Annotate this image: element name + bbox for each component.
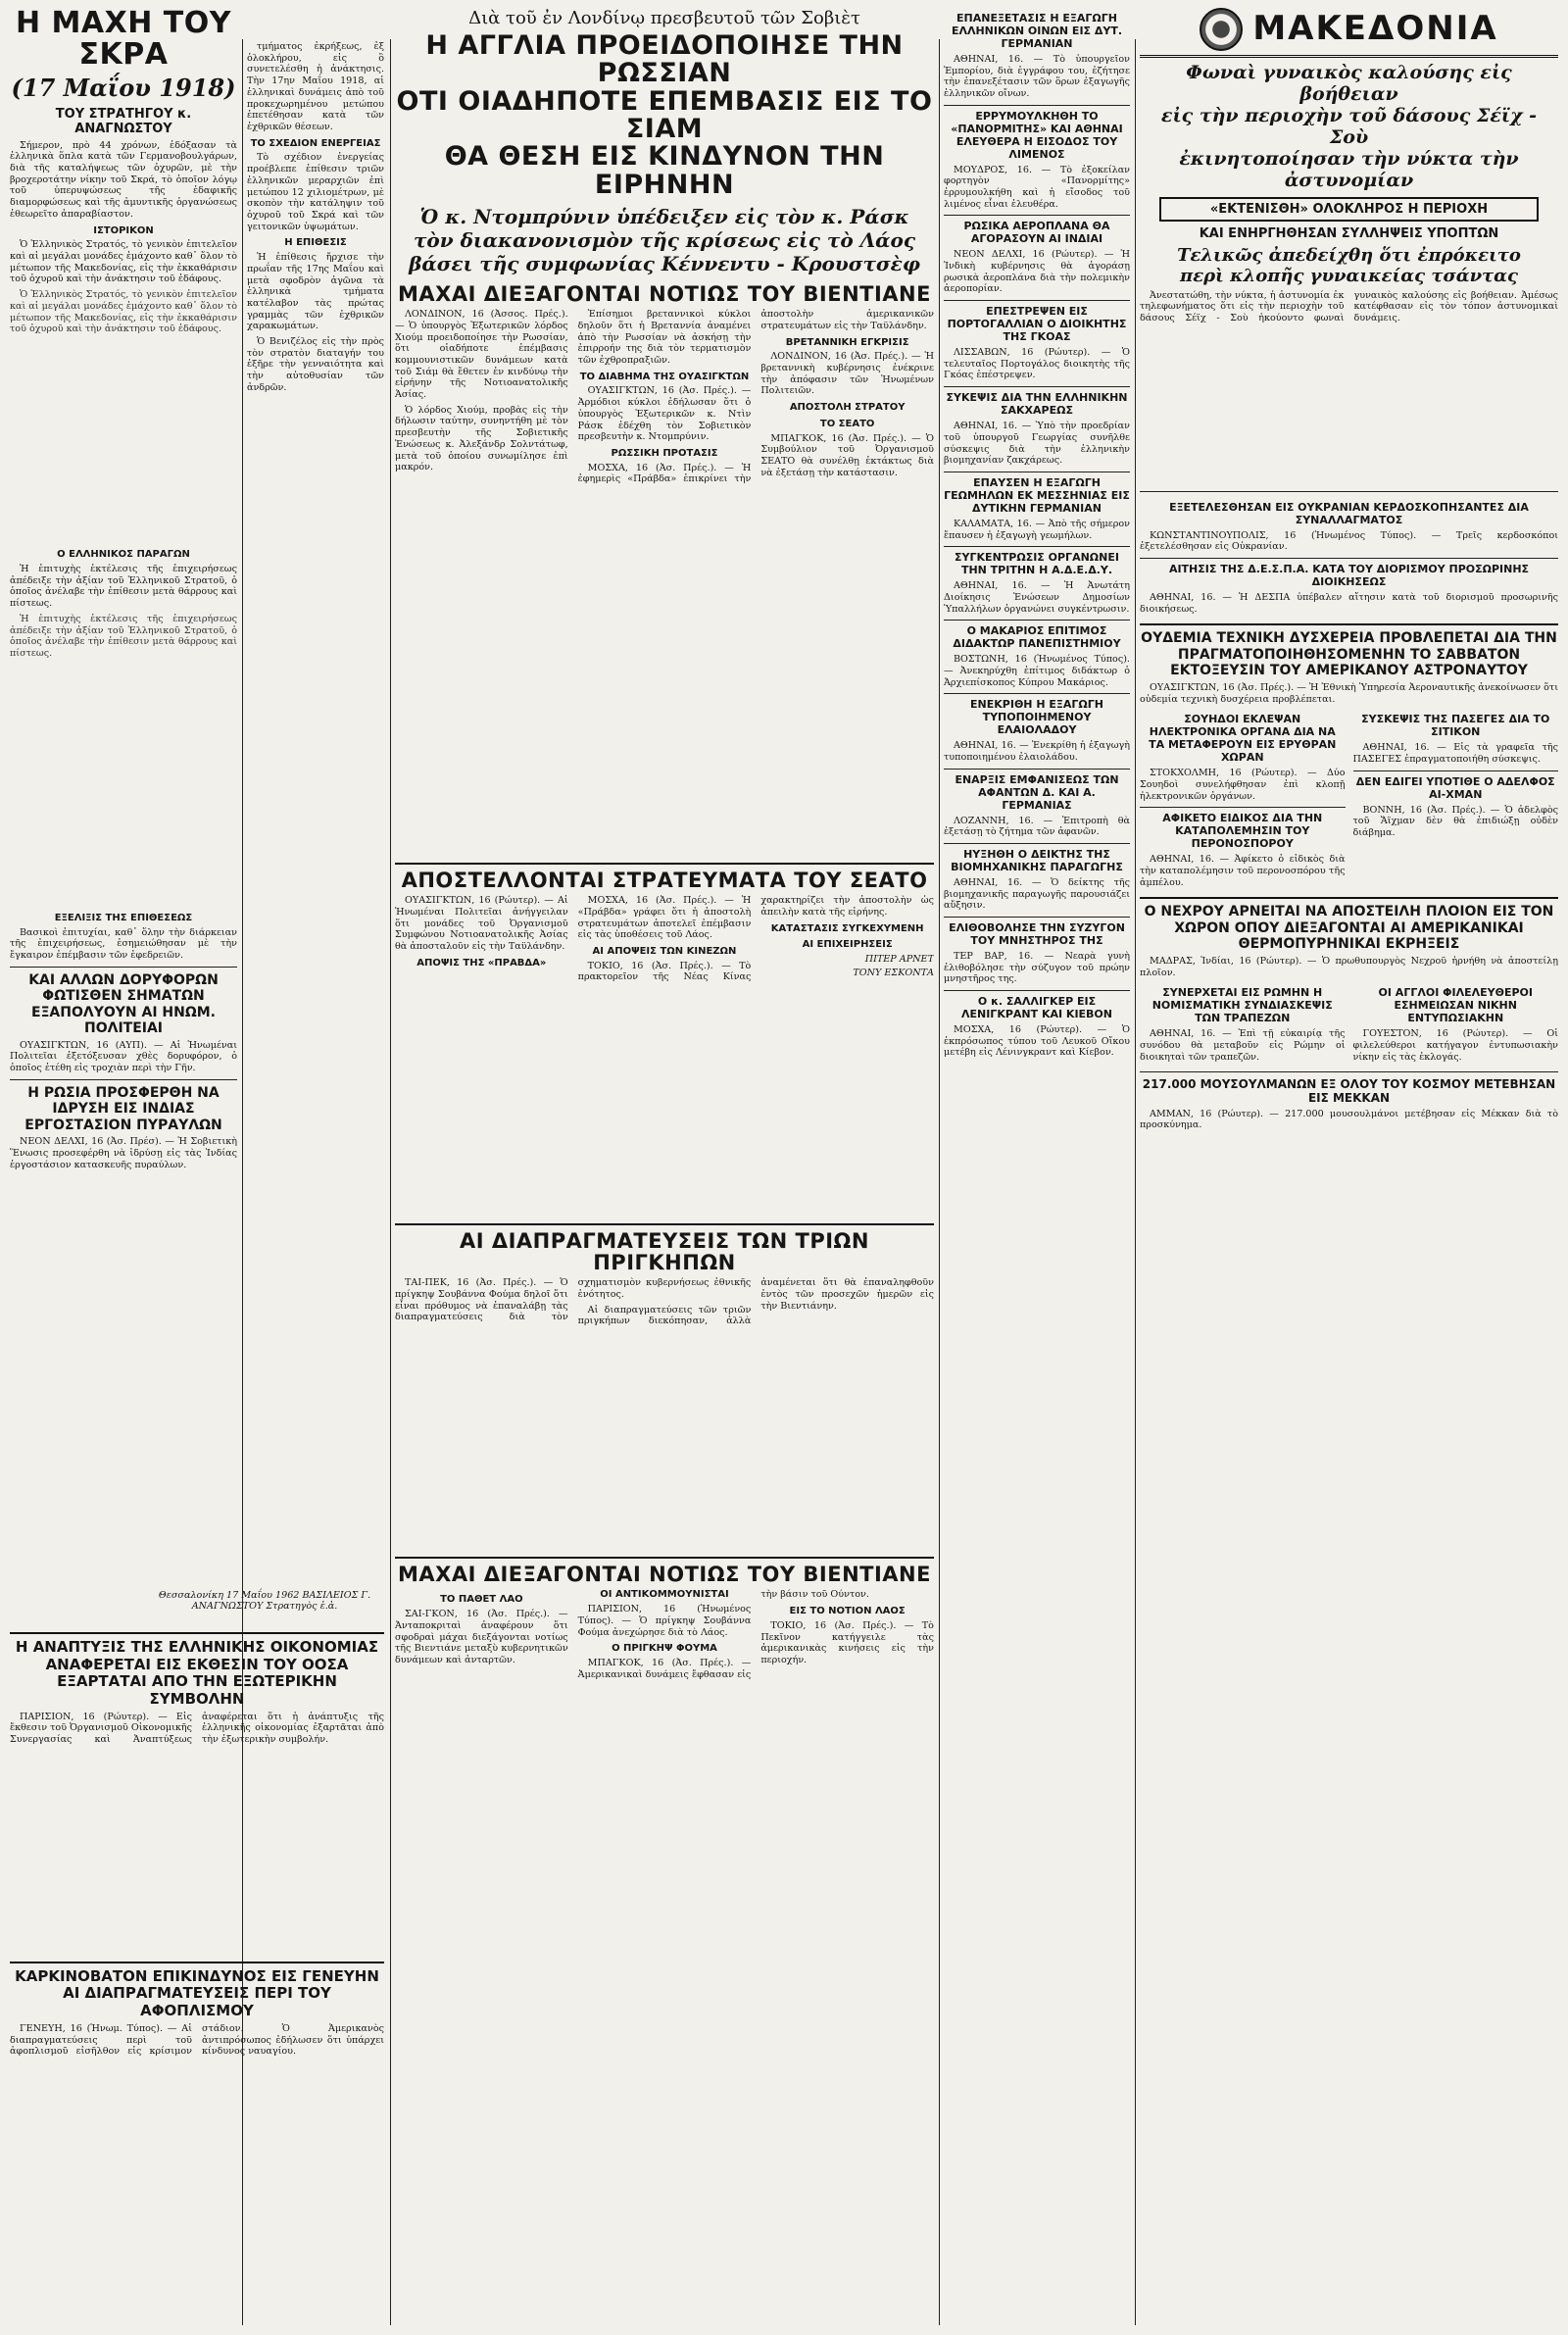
article-date: (17 Μαΐου 1918) <box>11 74 236 102</box>
headline: Η ΡΩΣΙΑ ΠΡΟΣΦΕΡΘΗ ΝΑ ΙΔΡΥΣΗ ΕΙΣ ΙΝΔΙΑΣ ΕΡΓΟΣΤΑΣΙΟΝ ΠΥΡΑΥΛΩΝ <box>24 1084 222 1133</box>
column-briefs <box>944 8 1130 2327</box>
main-headline-line: ΟΤΙ ΟΙΑΔΗΠΟΤΕ ΕΠΕΜΒΑΣΙΣ ΕΙΣ ΤΟ ΣΙΑΜ <box>396 85 933 145</box>
bottom-left-articles <box>10 1627 384 2060</box>
main-headline-line: ΘΑ ΘΕΣΗ ΕΙΣ ΚΙΝΔΥΝΟΝ ΤΗΝ ΕΙΡΗΝΗΝ <box>444 141 885 200</box>
headline: ΕΠΑΝΕΞΕΤΑΣΙΣ Η ΕΞΑΓΩΓΗ ΕΛΛΗΝΙΚΩΝ ΟΙΝΩΝ ΕΙΣ ΔΥΤ. ΓΕΡΜΑΝΙΑΝ <box>951 12 1123 50</box>
deck: Τελικῶς ἀπεδείχθη ὅτι ἐπρόκειτο <box>1177 244 1521 266</box>
divider <box>1140 623 1558 625</box>
section-subhead: ΑΠΟΣΤΟΛΗ ΣΤΡΑΤΟΥ <box>789 402 906 414</box>
paragraph: Αἱ διαπραγματεύσεις τῶν τριῶν πριγκήπων διεκόπησαν, ἀλλὰ ἀναμένεται ὅτι θὰ ἐπαναληφθοῦν ἐντὸς τῶν προσεχῶν ἡμερῶν εἰς τὴν Βιεντιάνην. <box>577 1277 934 1327</box>
section-subhead: ΚΑΤΑΣΤΑΣΙΣ ΣΥΓΚΕΧΥΜΕΝΗ <box>770 922 924 934</box>
headline: ΚΑΙ ΑΛΛΩΝ ΔΟΡΥΦΟΡΩΝ ΦΩΤΙΣΘΕΝ ΣΗΜΑΤΩΝ ΕΞΑΠΟΛΥΟΥΝ ΑΙ ΗΝΩΜ. ΠΟΛΙΤΕΙΑΙ <box>28 971 219 1037</box>
paragraph: ΑΜΜΑΝ, 16 (Ρώυτερ). — 217.000 μουσουλμάνοι μετέβησαν εἰς Μέκκαν διὰ τὸ προσκύνημα. <box>1140 1108 1558 1131</box>
brief-column <box>1353 709 1559 892</box>
divider <box>1140 558 1558 559</box>
section-subhead: ΕΙΣ ΤΟ ΝΟΤΙΟΝ ΛΑΟΣ <box>789 1606 906 1616</box>
paragraph: ΜΟΣΧΑ, 16 (Ρώυτερ). — Ὁ ἐκπρόσωπος τύπου τοῦ Λευκοῦ Οἴκου μετέβη εἰς Λένινγκραντ καὶ Κίεβον. <box>944 1023 1130 1059</box>
brief-column <box>1140 982 1346 1067</box>
paragraph: ΜΟΣΧΑ, 16 (Ἀσ. Πρές.). — Ἡ «Πράβδα» γράφει ὅτι ἡ ἀποστολὴ στρατευμάτων ἀποτελεῖ ἐπέμβασιν εἰς τὰς ὑποθέσεις τοῦ Λάος. <box>577 895 752 941</box>
paragraph: ΜΠΑΓΚΟΚ, 16 (Ἀσ. Πρές.). — Ἀμερικανικαὶ δυνάμεις ἔφθασαν εἰς τὴν βάσιν τοῦ Ούντον. <box>577 1589 869 1680</box>
deck: ΚΑΙ ΕΝΗΡΓΗΘΗΣΑΝ ΣΥΛΛΗΨΕΙΣ ΥΠΟΠΤΩΝ <box>1199 226 1499 242</box>
paragraph: Ἡ ἐπιτυχὴς ἐκτέλεσις τῆς ἐπιχειρήσεως ἀπέδειξε τὴν ἀξίαν τοῦ Ἑλληνικοῦ Στρατοῦ, ὁ ὁποῖος ἀνέλαβε τὴν ἐπίθεσιν μετὰ θάρρους καὶ πίστεως. <box>10 613 237 659</box>
paragraph: Ἐπίσημοι βρεταννικοὶ κύκλοι δηλοῦν ὅτι ἡ Βρεταννία ἀναμένει ἀπὸ τὴν Ρωσσίαν νὰ ἀσκήσῃ τὴν ἐπιρροήν της διὰ τὸν τερματισμὸν τῶν ἐχθροπραξιῶν. <box>577 309 752 366</box>
column-rule <box>1135 39 1136 2325</box>
divider <box>10 967 237 968</box>
two-column-briefs <box>1140 497 1558 620</box>
brief-column <box>1353 982 1559 1067</box>
lead-headline-line: εἰς τὴν περιοχὴν τοῦ δάσους Σέϊχ - Σοὺ <box>1160 105 1538 148</box>
headline: ΑΙΤΗΣΙΣ ΤΗΣ Δ.Ε.Σ.Π.Α. ΚΑΤΑ ΤΟΥ ΔΙΟΡΙΣΜΟΥ ΠΡΟΣΩΡΙΝΗΣ ΔΙΟΙΚΗΣΕΩΣ <box>1168 563 1530 588</box>
section-subhead: ΕΞΕΛΙΞΙΣ ΤΗΣ ΕΠΙΘΕΣΕΩΣ <box>54 912 193 923</box>
divider <box>10 1079 237 1080</box>
headline: ΕΞΕΤΕΛΕΣΘΗΣΑΝ ΕΙΣ ΟΥΚΡΑΝΙΑΝ ΚΕΡΔΟΣΚΟΠΗΣΑΝΤΕΣ ΔΙΑ ΣΥΝΑΛΛΑΓΜΑΤΟΣ <box>1169 500 1529 526</box>
section-subhead: ΤΟ ΔΙΑΒΗΜΑ ΤΗΣ ΟΥΑΣΙΓΚΤΩΝ <box>579 371 750 382</box>
divider <box>944 546 1130 547</box>
headline: ΡΩΣΙΚΑ ΑΕΡΟΠΛΑΝΑ ΘΑ ΑΓΟΡΑΣΟΥΝ ΑΙ ΙΝΔΙΑΙ <box>963 220 1110 246</box>
headline: 217.000 ΜΟΥΣΟΥΛΜΑΝΩΝ ΕΞ ΟΛΟΥ ΤΟΥ ΚΟΣΜΟΥ ΜΕΤΕΒΗΣΑΝ ΕΙΣ ΜΕΚΚΑΝ <box>1142 1077 1556 1106</box>
paragraph: ΟΥΑΣΙΓΚΤΩΝ, 16 (Ἀσ. Πρές.). — Ἀρμόδιοι κύκλοι ἐδήλωσαν ὅτι ὁ ὑπουργὸς Ἐξωτερικῶν κ. Ντὶν Ράσκ ἐδέχθη τὸν Σοβιετικὸν πρεσβευτὴν κ. Ντομπρύνιν. <box>577 385 752 443</box>
section-headline: ΑΠΟΣΤΕΛΛΟΝΤΑΙ ΣΤΡΑΤΕΥΜΑΤΑ ΤΟΥ ΣΕΑΤΟ <box>401 869 928 893</box>
section-subhead: Η ΕΠΙΘΕΣΙΣ <box>284 237 347 249</box>
divider <box>944 105 1130 106</box>
section-headline: ΑΙ ΔΙΑΠΡΑΓΜΑΤΕΥΣΕΙΣ ΤΩΝ ΤΡΙΩΝ ΠΡΙΓΚΗΠΩΝ <box>459 1229 869 1275</box>
headline: ΕΝΕΚΡΙΘΗ Η ΕΞΑΓΩΓΗ ΤΥΠΟΠΟΙΗΜΕΝΟΥ ΕΛΑΙΟΛΑΔΟΥ <box>970 698 1103 737</box>
masthead-title: ΜΑΚΕΔΟΝΙΑ <box>1252 9 1498 49</box>
paragraph: ΓΕΝΕΥΗ, 16 (Ἡνωμ. Τύπος). — Αἱ διαπραγματεύσεις περὶ τοῦ ἀφοπλισμοῦ εἰσῆλθον εἰς κρίσιμον στάδιον. Ὁ Ἀμερικανὸς ἀντιπρόσωπος ἐδήλωσεν ὅτι ὑπάρχει κίνδυνος ναυαγίου. <box>10 2022 384 2058</box>
divider <box>1140 491 1558 492</box>
divider <box>10 1632 384 1634</box>
section-headline: ΜΑΧΑΙ ΔΙΕΞΑΓΟΝΤΑΙ ΝΟΤΙΩΣ ΤΟΥ ΒΙΕΝΤΙΑΝΕ <box>398 1563 931 1587</box>
section-subhead: ΙΣΤΟΡΙΚΟΝ <box>93 224 154 236</box>
section-subhead: Ο ΠΡΙΓΚΗΨ ΦΟΥΜΑ <box>612 1643 717 1655</box>
paragraph: ΛΟΖΑΝΝΗ, 16. — Ἐπιτροπὴ θὰ ἐξετάσῃ τὸ ζήτημα τῶν ἀφανῶν. <box>944 815 1130 838</box>
boxed-headline: «ΕΚΤΕΝΙΣΘΗ» ΟΛΟΚΛΗΡΟΣ Η ΠΕΡΙΟΧΗ <box>1159 197 1539 222</box>
divider <box>395 1557 934 1559</box>
section-subhead: ΤΟ ΣΧΕΔΙΟΝ ΕΝΕΡΓΕΙΑΣ <box>250 137 381 149</box>
section-subhead: ΒΡΕΤΑΝΝΙΚΗ ΕΓΚΡΙΣΙΣ <box>785 336 909 348</box>
paragraph: ΝΕΟΝ ΔΕΛΧΙ, 16 (Ἀσ. Πρέσ). — Ἡ Σοβιετικὴ Ἕνωσις προσεφέρθη νὰ ἱδρύσῃ εἰς τὰς Ἰνδίας ἐργοστάσιον κατασκευῆς πυραύλων. <box>10 1136 237 1170</box>
article-title: Η ΜΑΧΗ ΤΟΥ ΣΚΡΑ <box>16 6 231 72</box>
headline: ΣΟΥΗΔΟΙ ΕΚΛΕΨΑΝ ΗΛΕΚΤΡΟΝΙΚΑ ΟΡΓΑΝΑ ΔΙΑ ΝΑ ΤΑ ΜΕΤΑΦΕΡΟΥΝ ΕΙΣ ΕΡΥΘΡΑΝ ΧΩΡΑΝ <box>1149 713 1337 765</box>
deck: βάσει τῆς συμφωνίας Κέννεντυ - Κρουστσὲφ <box>409 252 920 276</box>
divider <box>1140 1071 1558 1072</box>
headline: ΕΡΡΥΜΟΥΛΚΗΘΗ ΤΟ «ΠΑΝΟΡΜΙΤΗΣ» ΚΑΙ ΑΘΗΝΑΙ ΕΛΕΥΘΕΡΑ Η ΕΙΣΟΔΟΣ ΤΟΥ ΛΙΜΕΝΟΣ <box>951 109 1123 161</box>
paragraph: ΑΘΗΝΑΙ, 16. — Ἡ Ἀνωτάτη Διοίκησις Ἑνώσεων Δημοσίων Ὑπαλλήλων ὀργανώνει συγκέντρωσιν. <box>944 580 1130 615</box>
paragraph: ΒΟΣΤΩΝΗ, 16 (Ἡνωμένος Τύπος). — Ἀνεκηρύχθη ἐπίτιμος διδάκτωρ ὁ Ἀρχιεπίσκοπος Κύπρου Μακάριος. <box>944 654 1130 688</box>
two-column-briefs <box>1140 982 1558 1067</box>
divider <box>944 300 1130 301</box>
paragraph: ΤΕΡ ΒΑΡ, 16. — Νεαρὰ γυνὴ ἐλιθοβόλησε τὴν σύζυγον τοῦ πρώην μνηστῆρος της. <box>944 950 1130 985</box>
paragraph: Ἀνεστατώθη, τὴν νύκτα, ἡ ἀστυνομία ἐκ τηλεφωνήματος ὅτι εἰς τὴν περιοχὴν τοῦ δάσους Σέϊχ - Σοὺ ἠκούοντο φωναὶ γυναικὸς καλούσης εἰς βοήθειαν. Ἀμέσως κατέφθασαν εἰς τὸν τόπον ἀστυνομικαὶ δυνάμεις. <box>1140 289 1558 324</box>
paragraph: ΛΟΝΔΙΝΟΝ, 16 (Ἀσ. Πρές.). — Ἡ βρεταννικὴ κυβέρνησις ἐνέκρινε τὴν ἀπόφασιν τῶν Ἡνωμένων Πολιτειῶν. <box>760 351 934 397</box>
article-body <box>10 1712 384 1957</box>
paragraph: ΚΑΛΑΜΑΤΑ, 16. — Ἀπὸ τῆς σήμερον ἔπαυσεν ἡ ἐξαγωγὴ γεωμήλων. <box>944 518 1130 541</box>
paragraph: ΟΥΑΣΙΓΚΤΩΝ, 16 (Ρώυτερ). — Αἱ Ἡνωμέναι Πολιτεῖαι ἀνήγγειλαν ὅτι μονάδες τοῦ Ὀργανισμοῦ Συμφώνου Νοτιοανατολικῆς Ἀσίας θὰ ἀποσταλοῦν εἰς τὴν Ταϋλάνδην. <box>395 895 568 952</box>
paragraph: ΜΟΥΔΡΟΣ, 16. — Τὸ ἐξοκείλαν φορτηγὸν «Πανορμίτης» ἐρρυμουλκήθη καὶ ἡ εἴσοδος τοῦ λιμένος εἶναι ἐλευθέρα. <box>944 164 1130 210</box>
paragraph: ΚΩΝΣΤΑΝΤΙΝΟΥΠΟΛΙΣ, 16 (Ἡνωμένος Τύπος). — Τρεῖς κερδοσκόποι ἐξετελέσθησαν εἰς Οὐκρανίαν. <box>1140 529 1558 553</box>
paragraph: ΜΠΑΓΚΟΚ, 16 (Ἀσ. Πρές.). — Ὁ Συμβούλιον τοῦ Ὀργανισμοῦ ΣΕΑΤΟ θὰ συνέλθῃ ἐκτάκτως διὰ νὰ ἐξετάσῃ τὴν κατάστασιν. <box>760 432 934 478</box>
paragraph: ΑΘΗΝΑΙ, 16. — Ἐνεκρίθη ἡ ἐξαγωγὴ τυποποιημένου ἐλαιολάδου. <box>944 740 1130 763</box>
paragraph: ΣΑΙ-ΓΚΟΝ, 16 (Ἀσ. Πρές.). — Ἀνταποκριταὶ ἀναφέρουν ὅτι σφοδραὶ μάχαι διεξάγονται νοτίως τῆς Βιεντιάνε μεταξὺ κυβερνητικῶν δυνάμεων καὶ ἀνταρτῶν. <box>395 1609 568 1665</box>
divider <box>944 386 1130 387</box>
section-subhead: ΑΠΟΨΙΣ ΤΗΣ «ΠΡΑΒΔΑ» <box>416 957 547 969</box>
paragraph: Ὁ λόρδος Χιούμ, προβὰς εἰς τὴν δήλωσιν ταύτην, συνηντήθη μὲ τὸν πρεσβευτὴν τῆς Σοβιετικῆς Ἑνώσεως κ. Ἀλεξάνδρ Σολντάτωφ, μετὰ τοῦ ὁποίου συνωμίλησε ἐπὶ μακρόν. <box>395 404 568 473</box>
paragraph: ΛΟΝΔΙΝΟΝ, 16 (Ἀσσος. Πρές.). — Ὁ ὑπουργὸς Ἐξωτερικῶν λόρδος Χιούμ προειδοποίησε τὴν Ρωσσίαν, ὅτι οἱαδήποτε ἐπέμβασις κομμουνιστικῶν δυνάμεων κατὰ τοῦ Σιάμ θὰ ἔθετεν ἐν κινδύνῳ τὴν εἰρήνην τῆς Νοτιοανατολικῆς Ἀσίας. <box>395 309 568 401</box>
section-headline: ΜΑΧΑΙ ΔΙΕΞΑΓΟΝΤΑΙ ΝΟΤΙΩΣ ΤΟΥ ΒΙΕΝΤΙΑΝΕ <box>398 282 931 307</box>
article-byline: ΤΟΥ ΣΤΡΑΤΗΓΟΥ κ. ΑΝΑΓΝΩΣΤΟΥ <box>55 107 192 137</box>
signature: Θεσσαλονίκη 17 Μαΐου 1962 ΒΑΣΙΛΕΙΟΣ Γ. ΑΝΑΓΝΩΣΤΟΥ Στρατηγὸς ἐ.ἀ. <box>158 1590 371 1612</box>
main-headline-line: Η ΑΓΓΛΙΑ ΠΡΟΕΙΔΟΠΟΙΗΣΕ ΤΗΝ ΡΩΣΣΙΑΝ <box>425 30 904 89</box>
section-subhead: ΤΟ ΠΑΘΕΤ ΛΑΟ <box>440 1594 523 1606</box>
article-body <box>10 2023 384 2060</box>
center-block <box>395 8 934 2327</box>
headline: Ο κ. ΣΑΛΛΙΓΚΕΡ ΕΙΣ ΛΕΝΙΓΚΡΑΝΤ ΚΑΙ ΚΙΕΒΟΝ <box>960 995 1112 1021</box>
paragraph: ΛΙΣΣΑΒΩΝ, 16 (Ρώυτερ). — Ὁ τελευταῖος Πορτογάλος διοικητὴς τῆς Γκόας ἐπέστρεψεν. <box>944 347 1130 381</box>
paragraph: Ἡ ἐπιτυχὴς ἐκτέλεσις τῆς ἐπιχειρήσεως ἀπέδειξε τὴν ἀξίαν τοῦ Ἑλληνικοῦ Στρατοῦ, ὁ ὁποῖος ἀνέλαβε τὴν ἐπίθεσιν μετὰ θάρρους καὶ πίστεως. <box>10 563 237 610</box>
brief-column <box>1140 497 1558 620</box>
headline: ΕΝΑΡΞΙΣ ΕΜΦΑΝΙΣΕΩΣ ΤΩΝ ΑΦΑΝΤΩΝ Δ. ΚΑΙ Α. ΓΕΡΜΑΝΙΑΣ <box>955 772 1119 812</box>
seal-icon <box>1200 8 1243 51</box>
divider <box>1140 897 1558 899</box>
paragraph: ΑΘΗΝΑΙ, 16. — Ὑπὸ τὴν προεδρίαν τοῦ ὑπουργοῦ Γεωργίας συνῆλθε σύσκεψις διὰ τὴν ἑλληνικὴν βιομηχανίαν ζακχάρεως. <box>944 421 1130 467</box>
headline: ΕΠΕΣΤΡΕΨΕΝ ΕΙΣ ΠΟΡΤΟΓΑΛΛΙΑΝ Ο ΔΙΟΙΚΗΤΗΣ ΤΗΣ ΓΚΟΑΣ <box>947 305 1127 344</box>
article-body <box>1140 290 1558 486</box>
article-body <box>395 1589 934 1680</box>
article-body <box>395 895 934 1218</box>
byline: ΠΙΤΕΡ ΑΡΝΕΤ <box>864 954 934 966</box>
section-subhead: ΤΟ ΣΕΑΤΟ <box>819 418 875 429</box>
paragraph: Βασικοὶ ἐπιτυχίαι, καθ᾽ ὅλην τὴν διάρκειαν τῆς ἐπιχειρήσεως, ἐσημειώθησαν μὲ τὴν ἔγκαιρον ἐπέμβασιν τῶν ἐφεδρειῶν. <box>10 926 237 961</box>
paragraph: ΤΟΚΙΟ, 16 (Ἀσ. Πρές.). — Τὸ πρακτορεῖον τῆς Νέας Κίνας χαρακτηρίζει τὴν ἀποστολὴν ὡς ἀπειλὴν κατὰ τῆς εἰρήνης. <box>577 895 934 983</box>
divider <box>944 693 1130 694</box>
paragraph: ΑΘΗΝΑΙ, 16. — Ἐπὶ τῇ εὐκαιρίᾳ τῆς συνόδου θὰ μεταβοῦν εἰς Ρώμην οἱ διοικηταὶ τῶν τραπεζῶν. <box>1140 1028 1346 1063</box>
paragraph: Τὸ σχέδιον ἐνεργείας προέβλεπε ἐπίθεσιν τριῶν ἑλληνικῶν μεραρχιῶν ἐπὶ μετώπου 12 χιλιομέτρων, μὲ σκοπὸν τὴν κατάληψιν τοῦ ὀχυροῦ τοῦ Σκρά καὶ τῶν γειτονικῶν ὑψωμάτων. <box>247 152 384 232</box>
paragraph: ΑΘΗΝΑΙ, 16. — Ἀφίκετο ὁ εἰδικὸς διὰ τὴν καταπολέμησιν τοῦ περονοσπόρου τῆς ἀμπέλου. <box>1140 854 1346 888</box>
headline: ΣΥΝΕΡΧΕΤΑΙ ΕΙΣ ΡΩΜΗΝ Η ΝΟΜΙΣΜΑΤΙΚΗ ΣΥΝΔΙΑΣΚΕΨΙΣ ΤΩΝ ΤΡΑΠΕΖΩΝ <box>1152 986 1333 1025</box>
headline: ΔΕΝ ΕΔΙΓΕΙ ΥΠΟΤΙΘΕ Ο ΑΔΕΛΦΟΣ ΑΙ-ΧΜΑΝ <box>1355 774 1555 801</box>
deck: Ὁ κ. Ντομπρύνιν ὑπέδειξεν εἰς τὸν κ. Ράσκ <box>419 205 909 229</box>
kicker: Διὰ τοῦ ἐν Λονδίνῳ πρεσβευτοῦ τῶν Σοβιὲτ <box>468 8 860 28</box>
headline: ΚΑΡΚΙΝΟΒΑΤΟΝ ΕΠΙΚΙΝΔΥΝΟΣ ΕΙΣ ΓΕΝΕΥΗΝ ΑΙ ΔΙΑΠΡΑΓΜΑΤΕΥΣΕΙΣ ΠΕΡΙ ΤΟΥ ΑΦΟΠΛΙΣΜΟΥ <box>15 1966 379 2020</box>
paragraph: ΑΘΗΝΑΙ, 16. — Τὸ ὑπουργεῖον Ἐμπορίου, διὰ ἐγγράφου του, ἐζήτησε τὴν ἐπανεξέτασιν τῶν ὅρων ἐξαγωγῆς ἑλληνικῶν οἴνων. <box>944 53 1130 100</box>
byline: ΤΟΝΥ ΕΣΚΟΝΤΑ <box>853 967 934 978</box>
headline: ΑΦΙΚΕΤΟ ΕΙΔΙΚΟΣ ΔΙΑ ΤΗΝ ΚΑΤΑΠΟΛΕΜΗΣΙΝ ΤΟΥ ΠΕΡΟΝΟΣΠΟΡΟΥ <box>1162 812 1323 851</box>
lead-headline-line: Φωναὶ γυναικὸς καλούσης εἰς βοήθειαν <box>1186 62 1512 105</box>
divider <box>395 863 934 865</box>
paragraph: ΓΟΥΕΣΤΟΝ, 16 (Ρώυτερ). — Οἱ φιλελεύθεροι κατήγαγον ἐντυπωσιακὴν νίκην εἰς τὰς ἐκλογάς. <box>1352 1028 1558 1063</box>
divider <box>944 917 1130 918</box>
divider <box>944 990 1130 991</box>
lead-headline-line: ἐκινητοποίησαν τὴν νύκτα τὴν ἀστυνομίαν <box>1179 148 1519 191</box>
paragraph: ΟΥΑΣΙΓΚΤΩΝ, 16 (ΑΥΠ). — Αἱ Ἡνωμέναι Πολιτεῖαι ἐξετόξευσαν χθὲς δορυφόρον, ὁ ὁποῖος ἐτέθη εἰς τροχιὰν περὶ τὴν Γῆν. <box>10 1039 237 1074</box>
divider <box>395 1223 934 1225</box>
divider <box>944 620 1130 621</box>
paragraph: ΟΥΑΣΙΓΚΤΩΝ, 16 (Ἀσ. Πρές.). — Ἡ Ἐθνικὴ Ὑπηρεσία Ἀεροναυτικῆς ἀνεκοίνωσεν ὅτι οὐδεμία τεχνικὴ δυσχέρεια προβλέπεται. <box>1140 681 1558 705</box>
deck: περὶ κλοπῆς γυναικείας τσάντας <box>1180 265 1518 286</box>
headline: Ο ΝΕΧΡΟΥ ΑΡΝΕΙΤΑΙ ΝΑ ΑΠΟΣΤΕΙΛΗ ΠΛΟΙΟΝ ΕΙΣ ΤΟΝ ΧΩΡΟΝ ΟΠΟΥ ΔΙΕΞΑΓΟΝΤΑΙ ΑΙ ΑΜΕΡΙΚΑΝΙΚΑΙ ΘΕΡΜΟΠΥΡΗΝΙΚΑΙ ΕΚΡΗΞΕΙΣ <box>1144 904 1554 953</box>
paragraph: τμήματος ἐκρήξεως, ἐξ ὁλοκλήρου, εἰς ὃ συνετελέσθη ἡ ἀνάκτησις. Τὴν 17ην Μαΐου 1918, αἱ ἑλληνικαὶ δυνάμεις ἀπὸ τοῦ προκεχωρημένου μετώπου ἐπετέθησαν κατὰ τῶν ἐχθρικῶν θέσεων. <box>247 41 384 132</box>
headline: ΣΥΚΕΨΙΣ ΔΙΑ ΤΗΝ ΕΛΛΗΝΙΚΗΝ ΣΑΚΧΑΡΕΩΣ <box>946 391 1128 418</box>
column-masthead <box>1140 8 1558 2327</box>
column-rule <box>390 39 391 2325</box>
masthead <box>1140 8 1558 58</box>
paragraph: ΠΑΡΙΣΙΟΝ, 16 (Ρώυτερ). — Εἰς ἔκθεσιν τοῦ Ὀργανισμοῦ Οἰκονομικῆς Συνεργασίας καὶ Ἀναπτύξεως ἀναφέρεται ὅτι ἡ ἀνάπτυξις τῆς ἑλληνικῆς οἰκονομίας ἐξαρτᾶται ἀπὸ τὴν ἐξωτερικὴν συμβολήν. <box>10 1711 384 1746</box>
divider <box>944 769 1130 770</box>
section-subhead: ΑΙ ΑΠΟΨΕΙΣ ΤΩΝ ΚΙΝΕΖΩΝ <box>592 945 737 957</box>
paragraph: ΤΑΙ-ΠΕΚ, 16 (Ἀσ. Πρές.). — Ὁ πρίγκηψ Σουβάννα Φούμα δηλοῖ ὅτι εἶναι πρόθυμος νὰ ἐπαναλάβῃ τὰς διαπραγματεύσεις διὰ τὸν σχηματισμὸν κυβερνήσεως ἐθνικῆς ἑνότητος. <box>395 1277 752 1323</box>
article-body <box>395 1277 934 1552</box>
two-column-briefs <box>1140 709 1558 892</box>
paragraph: ΑΘΗΝΑΙ, 16. — Ὁ δείκτης τῆς βιομηχανικῆς παραγωγῆς παρουσιάζει αὔξησιν. <box>944 876 1130 912</box>
paragraph: Ὁ Βενιζέλος εἰς τὴν πρὸς τὸν στρατὸν διαταγήν του ἐξῆρε τὴν γενναιότητα καὶ τὴν αὐτοθυσίαν τῶν ἀνδρῶν. <box>247 336 384 393</box>
paragraph: Ὁ Ἑλληνικὸς Στρατός, τὸ γενικὸν ἐπιτελεῖον καὶ αἱ μεγάλαι μονάδες ἐμάχοντο καθ᾽ ὅλον τὸ μέτωπον τῆς Μακεδονίας, εἰς τὴν ἐκκαθάρισιν τοῦ ὀχυροῦ καὶ τὴν ἀνάκτησιν τοῦ ἐδάφους. <box>10 239 237 285</box>
signature-block <box>147 1588 382 1614</box>
divider <box>1140 807 1346 808</box>
divider <box>944 843 1130 844</box>
headline: ΗΥΞΗΘΗ Ο ΔΕΙΚΤΗΣ ΤΗΣ ΒΙΟΜΗΧΑΝΙΚΗΣ ΠΑΡΑΓΩΓΗΣ <box>951 847 1123 873</box>
headline: Ο ΜΑΚΑΡΙΟΣ ΕΠΙΤΙΜΟΣ ΔΙΔΑΚΤΩΡ ΠΑΝΕΠΙΣΤΗΜΙΟΥ <box>953 624 1121 651</box>
headline: ΕΛΙΘΟΒΟΛΗΣΕ ΤΗΝ ΣΥΖΥΓΟΝ ΤΟΥ ΜΝΗΣΤΗΡΟΣ ΤΗΣ <box>949 921 1125 947</box>
paragraph: ΑΘΗΝΑΙ, 16. — Ἡ ΔΕΣΠΑ ὑπέβαλεν αἴτησιν κατὰ τοῦ διορισμοῦ προσωρινῆς διοικήσεως. <box>1140 591 1558 615</box>
paragraph: ΒΟΝΝΗ, 16 (Ἀσ. Πρές.). — Ὁ ἀδελφὸς τοῦ Ἄϊχμαν δὲν θὰ ἐπιδιώξῃ οὐδὲν διάβημα. <box>1352 804 1558 838</box>
headline: ΣΥΣΚΕΨΙΣ ΤΗΣ ΠΑΣΕΓΕΣ ΔΙΑ ΤΟ ΣΙΤΙΚΟΝ <box>1361 713 1550 739</box>
section-subhead: Ο ΕΛΛΗΝΙΚΟΣ ΠΑΡΑΓΩΝ <box>57 549 190 561</box>
paragraph: ΑΘΗΝΑΙ, 16. — Εἰς τὰ γραφεῖα τῆς ΠΑΣΕΓΕΣ ἐπραγματοποιήθη σύσκεψις. <box>1352 742 1558 765</box>
paragraph: Σήμερον, πρὸ 44 χρόνων, ἐδόξασαν τὰ ἑλληνικὰ ὅπλα κατὰ τῶν Γερμανοβουλγάρων, διὰ τῆς καταλήψεως τῶν ὀχυρῶν, μὲ τὴν βροχεροτάτην νίκην τοῦ Σκρά, τὸ ὁποῖον λόγῳ τοῦ ὑπερυψώσεως τῆς ἐδαφικῆς διαμορφώσεως καὶ τῆς ἀμυντικῆς ὀργανώσεως ἐθεωρεῖτο ἀπαραβίαστον. <box>10 139 237 220</box>
column-rule <box>939 39 940 2325</box>
section-subhead: ΟΙ ΑΝΤΙΚΟΜΜΟΥΝΙΣΤΑΙ <box>600 1589 729 1601</box>
divider <box>10 1962 384 1963</box>
paragraph: Ἡ ἐπίθεσις ἤρχισε τὴν πρωΐαν τῆς 17ης Μαΐου καὶ μετὰ σφοδρὸν ἀγῶνα τὰ ἑλληνικὰ τμήματα κατέλαβον τὰς πρώτας γραμμὰς τῶν ἐχθρικῶν χαρακωμάτων. <box>247 252 384 332</box>
headline: ΟΥΔΕΜΙΑ ΤΕΧΝΙΚΗ ΔΥΣΧΕΡΕΙΑ ΠΡΟΒΛΕΠΕΤΑΙ ΔΙΑ ΤΗΝ ΠΡΑΓΜΑΤΟΠΟΙΗΘΗΣΟΜΕΝΗΝ ΤΟ ΣΑΒΒΑΤΟΝ ΕΚΤΟΞΕΥΣΙΝ ΤΟΥ ΑΜΕΡΙΚΑΝΟΥ ΑΣΤΡΟΝΑΥΤΟΥ <box>1141 630 1557 679</box>
section-subhead: ΡΩΣΣΙΚΗ ΠΡΟΤΑΣΙΣ <box>611 447 718 459</box>
deck: τὸν διακανονισμὸν τῆς κρίσεως εἰς τὸ Λάος <box>413 228 916 253</box>
article-body <box>395 309 934 858</box>
paragraph: ΝΕΟΝ ΔΕΛΧΙ, 16 (Ρώυτερ). — Ἡ Ἰνδικὴ κυβέρνησις θὰ ἀγοράσῃ ρωσικὰ ἀεροπλάνα διὰ τὴν πολεμικὴν ἀεροπορίαν. <box>944 249 1130 295</box>
section-subhead: ΑΙ ΕΠΙΧΕΙΡΗΣΕΙΣ <box>802 939 893 951</box>
brief-column <box>1140 709 1346 892</box>
paragraph: ΤΟΚΙΟ, 16 (Ἀσ. Πρές.). — Τὸ Πεκῖνον κατήγγειλε τὰς ἀμερικανικὰς κινήσεις εἰς τὴν περιοχήν. <box>760 1619 934 1665</box>
paragraph: ΠΑΡΙΣΙΟΝ, 16 (Ἡνωμένος Τύπος). — Ὁ πρίγκηψ Σουβάννα Φούμα ἀνεχώρησε διὰ τὸ Λάος. <box>577 1604 752 1638</box>
headline: Η ΑΝΑΠΤΥΞΙΣ ΤΗΣ ΕΛΛΗΝΙΚΗΣ ΟΙΚΟΝΟΜΙΑΣ ΑΝΑΦΕΡΕΤΑΙ ΕΙΣ ΕΚΘΕΣΙΝ ΤΟΥ ΟΟΣΑ ΕΞΑΡΤΑΤΑΙ ΑΠΟ ΤΗΝ ΕΞΩΤΕΡΙΚΗΝ ΣΥΜΒΟΛΗΝ <box>15 1638 379 1709</box>
divider <box>1353 770 1559 771</box>
paragraph: Ὁ Ἑλληνικὸς Στρατός, τὸ γενικὸν ἐπιτελεῖον καὶ αἱ μεγάλαι μονάδες ἐμάχοντο καθ᾽ ὅλον τὸ μέτωπον τῆς Μακεδονίας, εἰς τὴν ἐκκαθάρισιν τοῦ ὀχυροῦ καὶ τὴν ἀνάκτησιν τοῦ ἐδάφους. <box>10 289 237 335</box>
divider <box>944 215 1130 216</box>
headline: ΣΥΓΚΕΝΤΡΩΣΙΣ ΟΡΓΑΝΩΝΕΙ ΤΗΝ ΤΡΙΤΗΝ Η Α.Δ.Ε.Δ.Υ. <box>955 551 1119 577</box>
paragraph: ΜΟΣΧΑ, 16 (Ἀσ. Πρές.). — Ἡ ἐφημερὶς «Πράβδα» ἐπικρίνει τὴν ἀποστολὴν ἀμερικανικῶν στρατευμάτων εἰς τὴν Ταϋλάνδην. <box>577 309 934 485</box>
headline: ΟΙ ΑΓΓΛΟΙ ΦΙΛΕΛΕΥΘΕΡΟΙ ΕΣΗΜΕΙΩΣΑΝ ΝΙΚΗΝ ΕΝΤΥΠΩΣΙΑΚΗΝ <box>1378 986 1533 1025</box>
paragraph: ΣΤΟΚΧΟΛΜΗ, 16 (Ρώυτερ). — Δύο Σουηδοὶ συνελήφθησαν ἐπὶ κλοπῇ ἠλεκτρονικῶν ὀργάνων. <box>1140 768 1346 802</box>
headline: ΕΠΑΥΣΕΝ Η ΕΞΑΓΩΓΗ ΓΕΩΜΗΛΩΝ ΕΚ ΜΕΣΣΗΝΙΑΣ ΕΙΣ ΔΥΤΙΚΗΝ ΓΕΡΜΑΝΙΑΝ <box>944 475 1130 515</box>
paragraph: ΜΑΔΡΑΣ, Ἰνδίαι, 16 (Ρώυτερ). — Ὁ πρωθυπουργὸς Νεχροῦ ἠρνήθη νὰ ἀποστείλῃ πλοῖον. <box>1140 955 1558 978</box>
